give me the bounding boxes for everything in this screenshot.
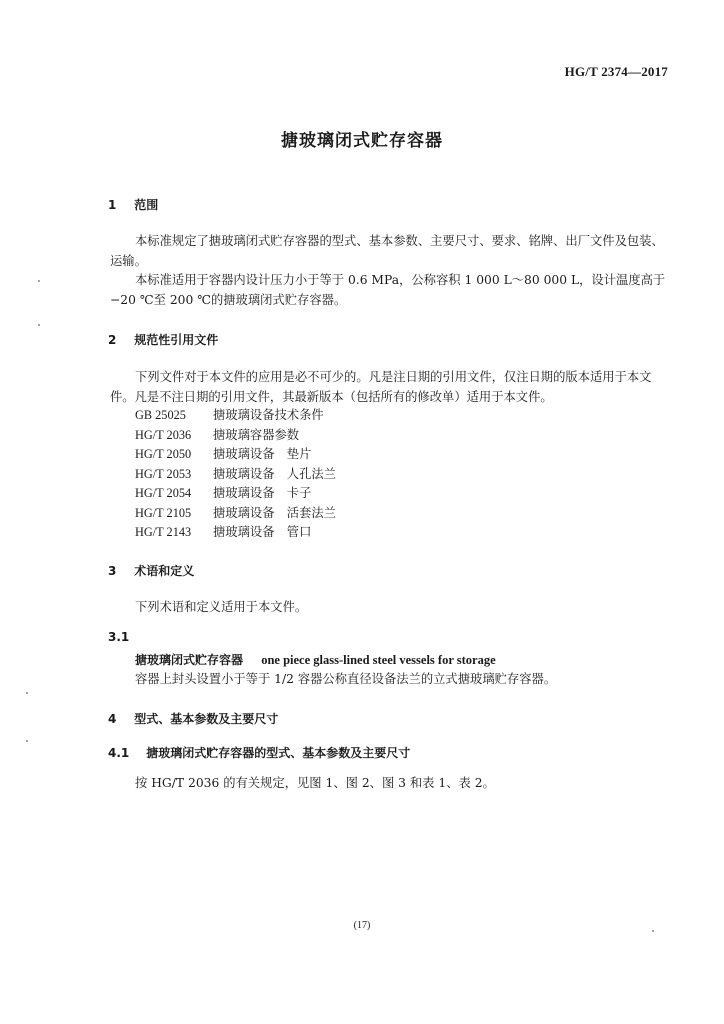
term-english: one piece glass-lined steel vessels for storage	[261, 653, 496, 667]
term-chinese: 搪玻璃闭式贮存容器	[135, 653, 244, 667]
reference-code: HG/T 2105	[135, 505, 192, 520]
section-title: 规范性引用文件	[134, 333, 219, 347]
section-title: 搪玻璃闭式贮存容器的型式、基本参数及主要尺寸	[146, 746, 411, 760]
reference-code: HG/T 2143	[135, 525, 192, 539]
reference-title: 搪玻璃设备 管口	[213, 525, 312, 539]
reference-code: HG/T 2050	[135, 447, 192, 461]
standard-code: HG/T 2374—2017	[564, 64, 668, 79]
section-number: 4	[108, 712, 117, 726]
subsection-3-1-number: 3.1	[108, 630, 130, 644]
list-item	[135, 465, 336, 485]
term-entry	[135, 651, 496, 668]
reference-title: 搪玻璃设备 卡子	[213, 486, 312, 500]
section-4-heading	[108, 710, 278, 727]
reference-code: HG/T 2036	[135, 427, 192, 442]
subsection-4-1-text: 按 HG/T 2036 的有关规定，见图 1、图 2、图 3 和表 1、表 2。	[135, 776, 495, 790]
terms-intro: 下列术语和定义适用于本文件。	[135, 600, 308, 614]
reference-code: GB 25025	[135, 408, 186, 422]
section-title: 术语和定义	[134, 564, 195, 578]
section-title: 范围	[134, 198, 159, 212]
scan-speck	[38, 324, 40, 326]
scan-speck	[652, 930, 654, 932]
section-number: 4.1	[108, 746, 130, 760]
scan-speck	[38, 280, 40, 282]
reference-title: 搪玻璃容器参数	[213, 427, 300, 442]
scan-speck	[26, 740, 28, 742]
scope-paragraph-1: 本标准规定了搪玻璃闭式贮存容器的型式、基本参数、主要尺寸、要求、铭牌、出厂文件及包装、运输。	[110, 234, 664, 268]
section-number: 1	[108, 198, 117, 212]
scope-paragraph-2: 本标准适用于容器内设计压力小于等于 0.6 MPa，公称容积 1 000 L～80 000 L，设计温度高于 −20 ℃至 200 ℃的搪玻璃闭式贮存容器。	[110, 273, 666, 307]
subsection-4-1-heading	[108, 744, 410, 761]
reference-code: HG/T 2054	[135, 486, 192, 500]
term-definition: 容器上封头设置小于等于 1/2 容器公称直径设备法兰的立式搪玻璃贮存容器。	[135, 672, 557, 686]
list-item	[135, 406, 336, 426]
reference-title: 搪玻璃设备 垫片	[213, 447, 312, 461]
section-title: 型式、基本参数及主要尺寸	[134, 712, 279, 726]
reference-list	[135, 406, 336, 543]
section-number: 3	[108, 564, 117, 578]
page-number: (17)	[353, 920, 371, 931]
reference-title: 搪玻璃设备技术条件	[213, 408, 324, 422]
list-item	[135, 426, 336, 446]
references-intro: 下列文件对于本文件的应用是必不可少的。凡是注日期的引用文件，仅注日期的版本适用于本文件。凡是不注日期的引用文件，其最新版本（包括所有的修改单）适用于本文件。	[110, 370, 652, 404]
list-item	[135, 484, 336, 504]
scan-speck	[26, 692, 28, 694]
section-1-heading	[108, 196, 158, 213]
reference-code: HG/T 2053	[135, 466, 192, 481]
section-3-heading	[108, 562, 194, 579]
list-item	[135, 523, 336, 543]
reference-title: 搪玻璃设备 人孔法兰	[213, 466, 336, 481]
list-item	[135, 504, 336, 524]
section-number: 2	[108, 333, 117, 347]
list-item	[135, 445, 336, 465]
section-2-heading	[108, 331, 218, 348]
document-title: 搪玻璃闭式贮存容器	[281, 131, 443, 151]
reference-title: 搪玻璃设备 活套法兰	[213, 505, 336, 520]
